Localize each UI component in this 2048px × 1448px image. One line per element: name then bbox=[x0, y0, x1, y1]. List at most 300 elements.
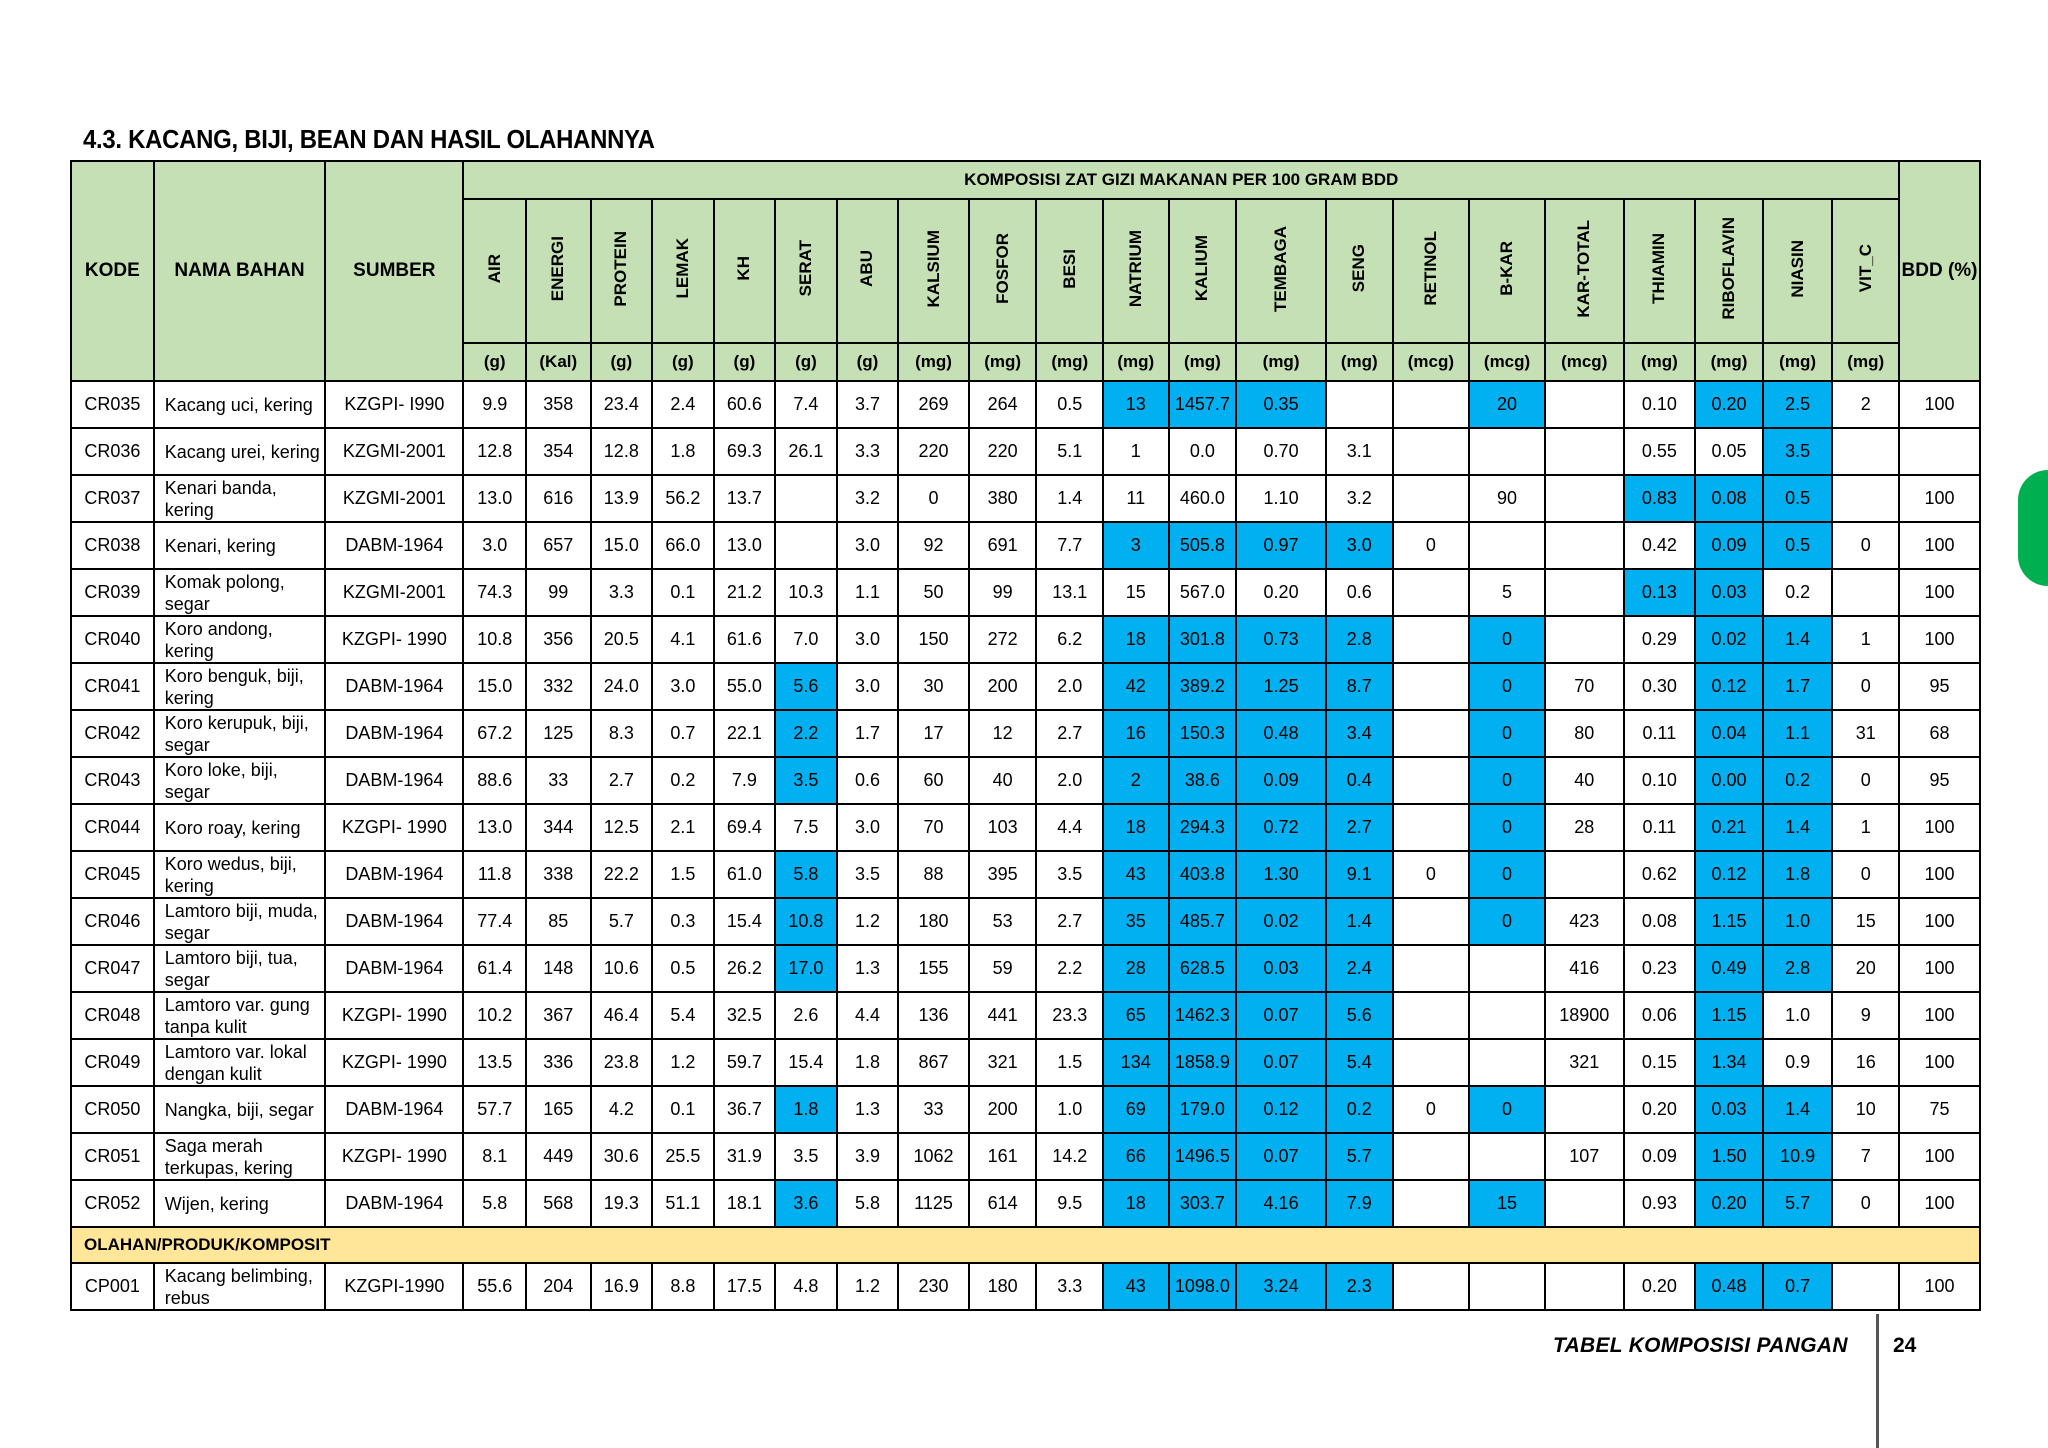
value-cell: 460.0 bbox=[1169, 475, 1237, 522]
value-cell: 1.8 bbox=[1763, 851, 1833, 898]
value-cell: 18 bbox=[1103, 804, 1169, 851]
value-cell: 80 bbox=[1545, 710, 1624, 757]
value-cell: 15 bbox=[1103, 569, 1169, 616]
table-row bbox=[71, 1086, 1980, 1133]
kode-cell: CR039 bbox=[71, 569, 154, 616]
value-cell: 264 bbox=[969, 381, 1037, 428]
value-cell: 0.03 bbox=[1695, 1086, 1763, 1133]
value-cell: 1.0 bbox=[1036, 1086, 1103, 1133]
value-cell: 0.48 bbox=[1236, 710, 1326, 757]
value-cell: 69.3 bbox=[714, 428, 776, 475]
sumber-cell: KZGPI- I990 bbox=[325, 381, 463, 428]
value-cell: 55.6 bbox=[463, 1263, 526, 1310]
value-cell bbox=[1545, 381, 1624, 428]
value-cell: 1.5 bbox=[1036, 1039, 1103, 1086]
sumber-cell: DABM-1964 bbox=[325, 710, 463, 757]
value-cell: 7.9 bbox=[714, 757, 776, 804]
bdd-cell: 100 bbox=[1899, 1263, 1980, 1310]
value-cell: 9.9 bbox=[463, 381, 526, 428]
value-cell: 5.8 bbox=[775, 851, 837, 898]
value-cell: 67.2 bbox=[463, 710, 526, 757]
value-cell: 16 bbox=[1103, 710, 1169, 757]
value-cell: 220 bbox=[898, 428, 969, 475]
table-row bbox=[71, 1263, 1980, 1310]
value-cell: 2.8 bbox=[1326, 616, 1393, 663]
value-cell: 0.03 bbox=[1695, 569, 1763, 616]
nutrient-unit: (g) bbox=[591, 343, 653, 381]
value-cell: 367 bbox=[526, 992, 591, 1039]
value-cell: 10.9 bbox=[1763, 1133, 1833, 1180]
value-cell: 0.06 bbox=[1624, 992, 1696, 1039]
value-cell: 0.30 bbox=[1624, 663, 1696, 710]
value-cell: 0.48 bbox=[1695, 1263, 1763, 1310]
bdd-cell: 100 bbox=[1899, 522, 1980, 569]
value-cell bbox=[1393, 616, 1470, 663]
value-cell: 103 bbox=[969, 804, 1037, 851]
nutrient-header bbox=[1169, 199, 1237, 343]
value-cell: 55.0 bbox=[714, 663, 776, 710]
value-cell: 66 bbox=[1103, 1133, 1169, 1180]
value-cell: 148 bbox=[526, 945, 591, 992]
sumber-cell: DABM-1964 bbox=[325, 757, 463, 804]
value-cell: 3.3 bbox=[1036, 1263, 1103, 1310]
value-cell: 0.09 bbox=[1236, 757, 1326, 804]
value-cell bbox=[1469, 1039, 1545, 1086]
value-cell: 0.1 bbox=[652, 1086, 714, 1133]
value-cell: 5 bbox=[1469, 569, 1545, 616]
value-cell: 0 bbox=[1469, 757, 1545, 804]
value-cell: 1.5 bbox=[652, 851, 714, 898]
nutrient-header bbox=[1393, 199, 1470, 343]
value-cell: 449 bbox=[526, 1133, 591, 1180]
value-cell: 0 bbox=[1469, 1086, 1545, 1133]
nama-bahan-cell: Wijen, kering bbox=[154, 1180, 326, 1227]
nutrient-unit: (mg) bbox=[1236, 343, 1326, 381]
nutrient-unit: (Kal) bbox=[526, 343, 591, 381]
value-cell bbox=[1393, 945, 1470, 992]
value-cell: 12.8 bbox=[591, 428, 653, 475]
value-cell: 1.4 bbox=[1763, 804, 1833, 851]
value-cell: 3.0 bbox=[837, 616, 899, 663]
nutrient-header bbox=[969, 199, 1037, 343]
value-cell: 616 bbox=[526, 475, 591, 522]
food-composition-table bbox=[70, 160, 1981, 1311]
value-cell: 344 bbox=[526, 804, 591, 851]
value-cell: 5.7 bbox=[1763, 1180, 1833, 1227]
kode-cell: CR045 bbox=[71, 851, 154, 898]
value-cell: 7.9 bbox=[1326, 1180, 1393, 1227]
value-cell: 134 bbox=[1103, 1039, 1169, 1086]
value-cell bbox=[1393, 663, 1470, 710]
value-cell: 40 bbox=[969, 757, 1037, 804]
value-cell: 9.1 bbox=[1326, 851, 1393, 898]
table-row bbox=[71, 569, 1980, 616]
value-cell: 2 bbox=[1832, 381, 1899, 428]
value-cell bbox=[1393, 710, 1470, 757]
komposisi-header: KOMPOSISI ZAT GIZI MAKANAN PER 100 GRAM BDD bbox=[463, 161, 1899, 199]
value-cell: 150.3 bbox=[1169, 710, 1237, 757]
kode-cell: CR052 bbox=[71, 1180, 154, 1227]
value-cell: 3 bbox=[1103, 522, 1169, 569]
value-cell: 0.4 bbox=[1326, 757, 1393, 804]
group-label: OLAHAN/PRODUK/KOMPOSIT bbox=[71, 1227, 1980, 1263]
value-cell bbox=[1393, 569, 1470, 616]
value-cell: 0.20 bbox=[1236, 569, 1326, 616]
value-cell: 90 bbox=[1469, 475, 1545, 522]
value-cell: 13.1 bbox=[1036, 569, 1103, 616]
value-cell: 66.0 bbox=[652, 522, 714, 569]
value-cell: 25.5 bbox=[652, 1133, 714, 1180]
value-cell: 301.8 bbox=[1169, 616, 1237, 663]
value-cell: 7.5 bbox=[775, 804, 837, 851]
value-cell: 0.02 bbox=[1695, 616, 1763, 663]
kode-cell: CR035 bbox=[71, 381, 154, 428]
value-cell: 3.0 bbox=[463, 522, 526, 569]
value-cell: 136 bbox=[898, 992, 969, 1039]
value-cell: 99 bbox=[969, 569, 1037, 616]
value-cell bbox=[1832, 569, 1899, 616]
table-row bbox=[71, 1180, 1980, 1227]
sumber-header: SUMBER bbox=[325, 161, 463, 381]
value-cell: 0.6 bbox=[837, 757, 899, 804]
value-cell: 8.3 bbox=[591, 710, 653, 757]
value-cell: 1.15 bbox=[1695, 992, 1763, 1039]
value-cell: 6.2 bbox=[1036, 616, 1103, 663]
value-cell: 3.5 bbox=[1763, 428, 1833, 475]
value-cell: 125 bbox=[526, 710, 591, 757]
value-cell: 3.3 bbox=[591, 569, 653, 616]
value-cell: 7.0 bbox=[775, 616, 837, 663]
value-cell: 0.04 bbox=[1695, 710, 1763, 757]
value-cell: 3.24 bbox=[1236, 1263, 1326, 1310]
value-cell: 5.4 bbox=[652, 992, 714, 1039]
section-title: 4.3. KACANG, BIJI, BEAN DAN HASIL OLAHANNYA bbox=[83, 124, 655, 154]
nama-bahan-cell: Koro andong, kering bbox=[154, 616, 326, 663]
sumber-cell: KZGPI- 1990 bbox=[325, 1133, 463, 1180]
value-cell: 332 bbox=[526, 663, 591, 710]
value-cell: 1.10 bbox=[1236, 475, 1326, 522]
nutrient-header bbox=[652, 199, 714, 343]
value-cell: 33 bbox=[898, 1086, 969, 1133]
value-cell: 3.1 bbox=[1326, 428, 1393, 475]
value-cell: 21.2 bbox=[714, 569, 776, 616]
value-cell: 85 bbox=[526, 898, 591, 945]
value-cell: 338 bbox=[526, 851, 591, 898]
sumber-cell: DABM-1964 bbox=[325, 945, 463, 992]
kode-cell: CR051 bbox=[71, 1133, 154, 1180]
value-cell: 51.1 bbox=[652, 1180, 714, 1227]
value-cell: 3.5 bbox=[775, 1133, 837, 1180]
kode-cell: CR036 bbox=[71, 428, 154, 475]
value-cell: 28 bbox=[1103, 945, 1169, 992]
value-cell bbox=[1545, 428, 1624, 475]
value-cell: 57.7 bbox=[463, 1086, 526, 1133]
value-cell: 180 bbox=[898, 898, 969, 945]
value-cell bbox=[1832, 475, 1899, 522]
value-cell bbox=[1832, 428, 1899, 475]
nama-bahan-cell: Koro roay, kering bbox=[154, 804, 326, 851]
value-cell: 0.08 bbox=[1695, 475, 1763, 522]
nama-bahan-cell: Kenari, kering bbox=[154, 522, 326, 569]
nutrient-header bbox=[775, 199, 837, 343]
table-row bbox=[71, 898, 1980, 945]
value-cell: 1.15 bbox=[1695, 898, 1763, 945]
value-cell: 5.7 bbox=[1326, 1133, 1393, 1180]
value-cell: 3.4 bbox=[1326, 710, 1393, 757]
nutrient-name: RETINOL bbox=[1420, 231, 1440, 306]
table-row bbox=[71, 757, 1980, 804]
value-cell: 56.2 bbox=[652, 475, 714, 522]
value-cell: 0.6 bbox=[1326, 569, 1393, 616]
value-cell: 0.72 bbox=[1236, 804, 1326, 851]
value-cell: 180 bbox=[969, 1263, 1037, 1310]
value-cell bbox=[1832, 1263, 1899, 1310]
nutrient-header bbox=[1103, 199, 1169, 343]
nutrient-name: KALSIUM bbox=[923, 229, 943, 308]
nutrient-name: ABU bbox=[857, 250, 877, 287]
value-cell: 0.2 bbox=[1763, 569, 1833, 616]
value-cell: 0.62 bbox=[1624, 851, 1696, 898]
bdd-cell: 100 bbox=[1899, 1133, 1980, 1180]
value-cell: 567.0 bbox=[1169, 569, 1237, 616]
value-cell: 31.9 bbox=[714, 1133, 776, 1180]
value-cell: 0.13 bbox=[1624, 569, 1696, 616]
value-cell: 17 bbox=[898, 710, 969, 757]
nutrient-header bbox=[1763, 199, 1833, 343]
value-cell: 15 bbox=[1469, 1180, 1545, 1227]
table-row bbox=[71, 522, 1980, 569]
value-cell: 1.4 bbox=[1036, 475, 1103, 522]
value-cell: 0.97 bbox=[1236, 522, 1326, 569]
value-cell: 2.7 bbox=[1326, 804, 1393, 851]
nutrient-unit: (mcg) bbox=[1469, 343, 1545, 381]
nutrient-header bbox=[526, 199, 591, 343]
value-cell: 0.2 bbox=[1763, 757, 1833, 804]
value-cell: 0.12 bbox=[1236, 1086, 1326, 1133]
value-cell: 69.4 bbox=[714, 804, 776, 851]
value-cell: 0.00 bbox=[1695, 757, 1763, 804]
value-cell: 0.08 bbox=[1624, 898, 1696, 945]
value-cell: 1 bbox=[1103, 428, 1169, 475]
nutrient-name: NIASIN bbox=[1787, 239, 1807, 298]
value-cell: 38.6 bbox=[1169, 757, 1237, 804]
value-cell: 0.2 bbox=[652, 757, 714, 804]
value-cell: 0.93 bbox=[1624, 1180, 1696, 1227]
value-cell: 22.1 bbox=[714, 710, 776, 757]
table-row bbox=[71, 804, 1980, 851]
value-cell: 5.1 bbox=[1036, 428, 1103, 475]
nama-bahan-cell: Kenari banda, kering bbox=[154, 475, 326, 522]
value-cell: 2.8 bbox=[1763, 945, 1833, 992]
value-cell: 0.10 bbox=[1624, 757, 1696, 804]
bdd-cell: 100 bbox=[1899, 898, 1980, 945]
nama-bahan-cell: Koro kerupuk, biji, segar bbox=[154, 710, 326, 757]
value-cell: 0.07 bbox=[1236, 992, 1326, 1039]
nutrient-header bbox=[898, 199, 969, 343]
value-cell: 46.4 bbox=[591, 992, 653, 1039]
sumber-cell: DABM-1964 bbox=[325, 663, 463, 710]
value-cell bbox=[1469, 1133, 1545, 1180]
value-cell bbox=[1469, 522, 1545, 569]
value-cell: 1.2 bbox=[652, 1039, 714, 1086]
value-cell bbox=[1545, 569, 1624, 616]
sumber-cell: KZGMI-2001 bbox=[325, 428, 463, 475]
value-cell: 3.0 bbox=[837, 663, 899, 710]
value-cell: 2.1 bbox=[652, 804, 714, 851]
nutrient-name: B-KAR bbox=[1497, 241, 1517, 296]
value-cell: 32.5 bbox=[714, 992, 776, 1039]
value-cell: 155 bbox=[898, 945, 969, 992]
value-cell: 2.7 bbox=[1036, 710, 1103, 757]
value-cell: 0.15 bbox=[1624, 1039, 1696, 1086]
value-cell bbox=[1393, 1039, 1470, 1086]
value-cell: 70 bbox=[898, 804, 969, 851]
value-cell: 13.0 bbox=[714, 522, 776, 569]
value-cell bbox=[775, 475, 837, 522]
value-cell: 60.6 bbox=[714, 381, 776, 428]
value-cell bbox=[1393, 757, 1470, 804]
value-cell: 20 bbox=[1469, 381, 1545, 428]
value-cell: 0.10 bbox=[1624, 381, 1696, 428]
nutrient-unit: (g) bbox=[463, 343, 526, 381]
nama-bahan-cell: Nangka, biji, segar bbox=[154, 1086, 326, 1133]
value-cell: 0.20 bbox=[1695, 1180, 1763, 1227]
value-cell: 5.8 bbox=[463, 1180, 526, 1227]
value-cell: 0 bbox=[1393, 851, 1470, 898]
value-cell: 22.2 bbox=[591, 851, 653, 898]
value-cell: 23.8 bbox=[591, 1039, 653, 1086]
table-row bbox=[71, 616, 1980, 663]
value-cell: 380 bbox=[969, 475, 1037, 522]
value-cell: 1.25 bbox=[1236, 663, 1326, 710]
value-cell bbox=[1393, 428, 1470, 475]
value-cell bbox=[1545, 475, 1624, 522]
value-cell: 10 bbox=[1832, 1086, 1899, 1133]
value-cell: 1.30 bbox=[1236, 851, 1326, 898]
kode-cell: CR038 bbox=[71, 522, 154, 569]
value-cell: 321 bbox=[1545, 1039, 1624, 1086]
value-cell: 88.6 bbox=[463, 757, 526, 804]
kode-cell: CR043 bbox=[71, 757, 154, 804]
nutrient-name: PROTEIN bbox=[611, 230, 631, 307]
value-cell: 0 bbox=[1469, 616, 1545, 663]
nutrient-unit: (mcg) bbox=[1393, 343, 1470, 381]
value-cell bbox=[1393, 898, 1470, 945]
table-row bbox=[71, 851, 1980, 898]
nama-bahan-cell: Kacang urei, kering bbox=[154, 428, 326, 475]
nutrient-unit: (g) bbox=[837, 343, 899, 381]
value-cell bbox=[1393, 1133, 1470, 1180]
value-cell: 18 bbox=[1103, 616, 1169, 663]
value-cell bbox=[1545, 851, 1624, 898]
value-cell: 485.7 bbox=[1169, 898, 1237, 945]
value-cell: 0.20 bbox=[1695, 381, 1763, 428]
value-cell: 204 bbox=[526, 1263, 591, 1310]
value-cell: 150 bbox=[898, 616, 969, 663]
value-cell: 10.2 bbox=[463, 992, 526, 1039]
value-cell: 0.02 bbox=[1236, 898, 1326, 945]
value-cell: 9 bbox=[1832, 992, 1899, 1039]
kode-cell: CR049 bbox=[71, 1039, 154, 1086]
value-cell: 17.5 bbox=[714, 1263, 776, 1310]
nutrient-header bbox=[1832, 199, 1899, 343]
value-cell: 0.09 bbox=[1624, 1133, 1696, 1180]
value-cell: 0 bbox=[1469, 851, 1545, 898]
value-cell: 200 bbox=[969, 663, 1037, 710]
nama-bahan-cell: Saga merah terkupas, kering bbox=[154, 1133, 326, 1180]
value-cell: 1.7 bbox=[1763, 663, 1833, 710]
table-row bbox=[71, 1039, 1980, 1086]
kode-cell: CP001 bbox=[71, 1263, 154, 1310]
bdd-cell bbox=[1899, 428, 1980, 475]
value-cell: 40 bbox=[1545, 757, 1624, 804]
nama-bahan-cell: Lamtoro var. gung tanpa kulit bbox=[154, 992, 326, 1039]
value-cell: 28 bbox=[1545, 804, 1624, 851]
value-cell: 2.0 bbox=[1036, 757, 1103, 804]
value-cell: 1.3 bbox=[837, 945, 899, 992]
value-cell: 3.6 bbox=[775, 1180, 837, 1227]
value-cell: 0 bbox=[1469, 663, 1545, 710]
nutrient-unit: (mg) bbox=[898, 343, 969, 381]
value-cell: 356 bbox=[526, 616, 591, 663]
value-cell: 74.3 bbox=[463, 569, 526, 616]
nutrient-name: KH bbox=[734, 256, 754, 281]
value-cell: 1 bbox=[1832, 804, 1899, 851]
value-cell: 657 bbox=[526, 522, 591, 569]
value-cell: 61.4 bbox=[463, 945, 526, 992]
value-cell: 0.0 bbox=[1169, 428, 1237, 475]
value-cell: 19.3 bbox=[591, 1180, 653, 1227]
nutrient-header bbox=[1695, 199, 1763, 343]
value-cell bbox=[1393, 475, 1470, 522]
nutrient-name: KAR-TOTAL bbox=[1574, 219, 1594, 318]
value-cell: 0 bbox=[1832, 663, 1899, 710]
value-cell bbox=[1393, 381, 1470, 428]
value-cell: 30 bbox=[898, 663, 969, 710]
value-cell: 1.0 bbox=[1763, 898, 1833, 945]
value-cell: 13.7 bbox=[714, 475, 776, 522]
value-cell: 0 bbox=[898, 475, 969, 522]
value-cell: 200 bbox=[969, 1086, 1037, 1133]
value-cell: 1462.3 bbox=[1169, 992, 1237, 1039]
value-cell: 0.35 bbox=[1236, 381, 1326, 428]
value-cell: 2.5 bbox=[1763, 381, 1833, 428]
value-cell: 70 bbox=[1545, 663, 1624, 710]
value-cell: 0.07 bbox=[1236, 1133, 1326, 1180]
value-cell: 0 bbox=[1469, 710, 1545, 757]
value-cell: 568 bbox=[526, 1180, 591, 1227]
value-cell: 18.1 bbox=[714, 1180, 776, 1227]
value-cell: 12 bbox=[969, 710, 1037, 757]
nutrient-header bbox=[463, 199, 526, 343]
value-cell: 0 bbox=[1393, 1086, 1470, 1133]
value-cell: 0 bbox=[1832, 757, 1899, 804]
nutrient-unit: (mg) bbox=[1326, 343, 1393, 381]
bdd-cell: 100 bbox=[1899, 804, 1980, 851]
value-cell: 0.5 bbox=[1763, 522, 1833, 569]
value-cell: 15.0 bbox=[591, 522, 653, 569]
value-cell: 16 bbox=[1832, 1039, 1899, 1086]
nama-bahan-cell: Komak polong, segar bbox=[154, 569, 326, 616]
value-cell bbox=[775, 522, 837, 569]
value-cell: 165 bbox=[526, 1086, 591, 1133]
value-cell: 867 bbox=[898, 1039, 969, 1086]
value-cell: 0.12 bbox=[1695, 663, 1763, 710]
value-cell: 4.8 bbox=[775, 1263, 837, 1310]
value-cell: 11 bbox=[1103, 475, 1169, 522]
sumber-cell: DABM-1964 bbox=[325, 1086, 463, 1133]
value-cell: 23.3 bbox=[1036, 992, 1103, 1039]
